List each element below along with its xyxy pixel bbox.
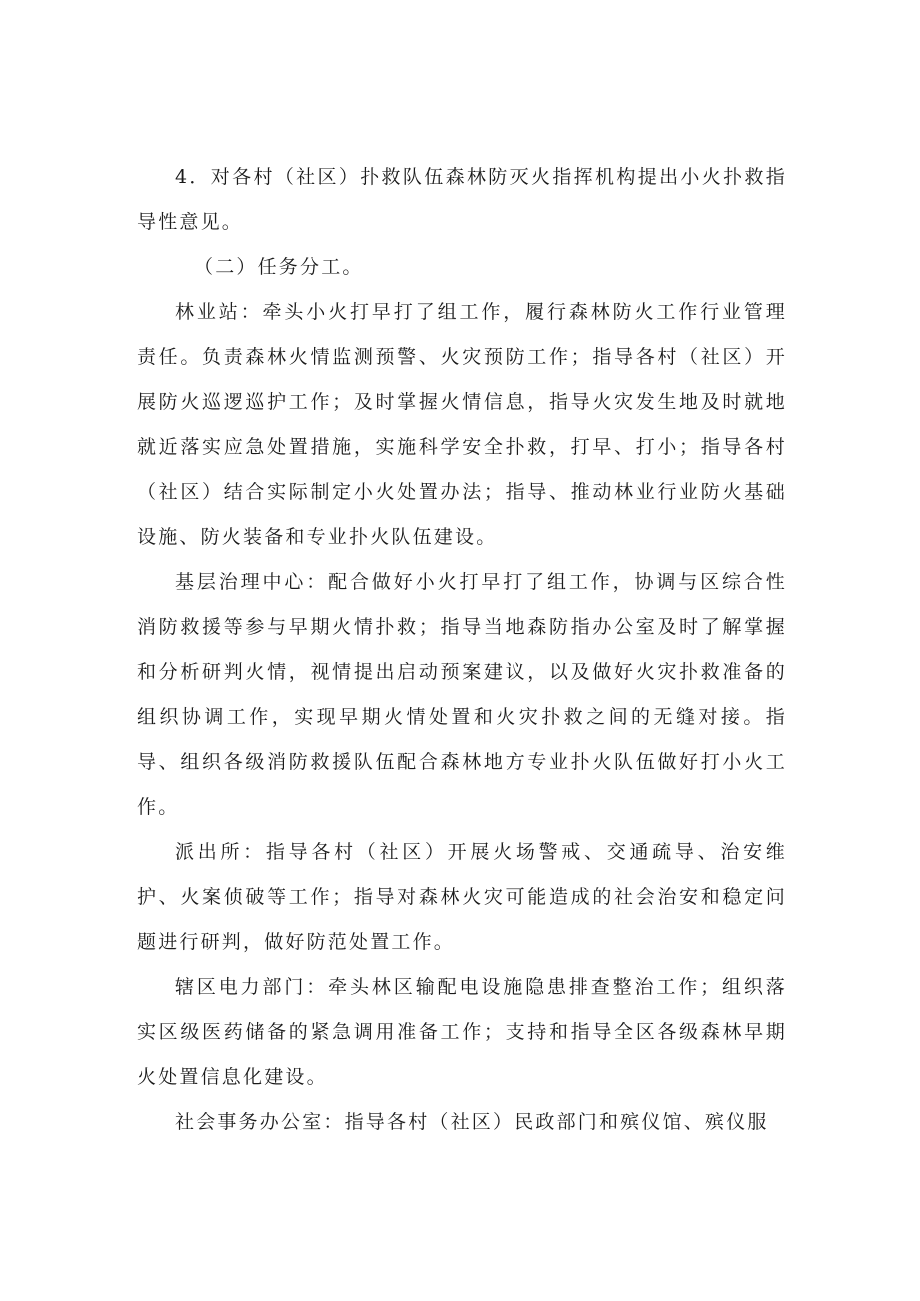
paragraph-power-department: 辖区电力部门：牵头林区输配电设施隐患排查整治工作；组织落实区级医药储备的紧急调用准备工作；支持和指导全区各级森林早期火处置信息化建设。 — [137, 976, 787, 1088]
paragraph-item-4: 4．对各村（社区）扑救队伍森林防灭火指挥机构提出小火扑救指导性意见。 — [137, 166, 787, 233]
document-body — [137, 155, 787, 1145]
paragraph-police-station: 派出所：指导各村（社区）开展火场警戒、交通疏导、治安维护、火案侦破等工作；指导对森林火灾可能造成的社会治安和稳定问题进行研判，做好防范处置工作。 — [137, 841, 787, 953]
paragraph-grassroots-governance-center: 基层治理中心：配合做好小火打早打了组工作，协调与区综合性消防救援等参与早期火情扑救；指导当地森防指办公室及时了解掌握和分析研判火情，视情提出启动预案建议，以及做好火灾扑救准备的组织协调工作，实现早期火情处置和火灾扑救之间的无缝对接。指导、组织各级消防救援队伍配合森林地方专业扑火队伍做好打小火工作。 — [137, 571, 787, 818]
paragraph-forestry-station: 林业站：牵头小火打早打了组工作，履行森林防火工作行业管理责任。负责森林火情监测预警、火灾预防工作；指导各村（社区）开展防火巡逻巡护工作；及时掌握火情信息，指导火灾发生地及时就地就近落实应急处置措施，实施科学安全扑救，打早、打小；指导各村（社区）结合实际制定小火处置办法；指导、推动林业行业防火基础设施、防火装备和专业扑火队伍建设。 — [137, 301, 787, 548]
section-heading-task-division: （二）任务分工。 — [194, 256, 364, 278]
paragraph-social-affairs-office: 社会事务办公室：指导各村（社区）民政部门和殡仪馆、殡仪服 — [175, 1111, 769, 1133]
